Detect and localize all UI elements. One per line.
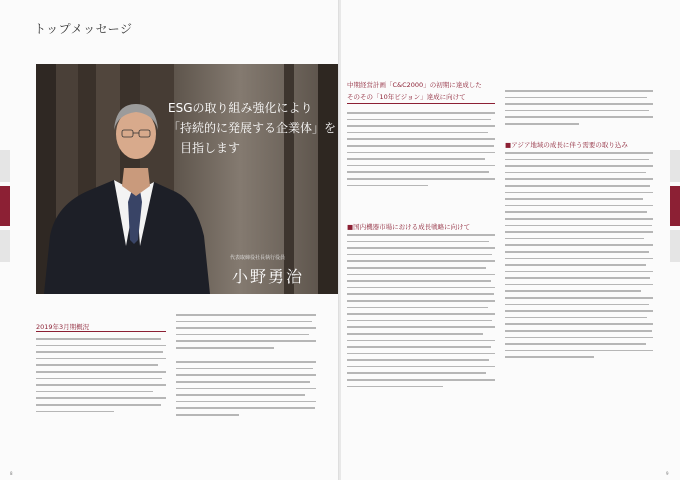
right-mid-heading: ■国内機器市場における成長戦略に向けて (347, 223, 471, 231)
text-line (176, 374, 316, 376)
text-line (347, 386, 443, 388)
text-line (347, 125, 495, 127)
text-line (505, 337, 653, 339)
right-heading-line-2: そのその「10年ビジョン」達成に向けて (347, 93, 466, 101)
text-line (505, 231, 653, 233)
text-line (176, 327, 316, 329)
text-line (347, 287, 495, 289)
left-column-heading: 2019年3月期概況 (36, 323, 90, 331)
text-line (347, 145, 494, 147)
photo-headline (168, 98, 337, 158)
text-line (176, 321, 312, 323)
text-line (347, 359, 489, 361)
text-line (347, 152, 495, 154)
right-heading-line-1: 中期経営計画「C&C2000」の初期に達成した (347, 81, 482, 89)
text-line (36, 364, 158, 366)
text-line (505, 251, 649, 253)
page-number-left: 8 (10, 471, 13, 476)
text-line (505, 123, 579, 125)
side-tab-right-active (670, 186, 680, 226)
text-line (505, 271, 653, 273)
text-line (505, 356, 594, 358)
text-line (347, 274, 495, 276)
text-line (505, 277, 650, 279)
text-line (347, 119, 491, 121)
text-line (347, 346, 491, 348)
text-line (505, 185, 650, 187)
right-body-column-1b (347, 234, 495, 392)
text-line (347, 307, 488, 309)
ceo-photo (36, 64, 339, 294)
text-line (347, 260, 495, 262)
text-line (347, 165, 495, 167)
headline-line-1: ESGの取り組み強化により (168, 101, 313, 115)
text-line (505, 192, 653, 194)
text-line (347, 112, 495, 114)
ceo-signature: 小野勇治 (232, 267, 305, 286)
text-line (505, 97, 647, 99)
text-line (176, 334, 309, 336)
text-line (36, 378, 162, 380)
text-line (347, 333, 483, 335)
text-line (176, 381, 310, 383)
text-line (347, 320, 492, 322)
text-line (347, 300, 495, 302)
text-line (505, 310, 653, 312)
heading-rule (36, 331, 166, 332)
text-line (176, 368, 313, 370)
right-body-column-1a (347, 112, 495, 191)
text-line (505, 116, 653, 118)
side-tab-left-active (0, 186, 10, 226)
text-line (347, 234, 495, 236)
text-line (347, 247, 495, 249)
text-line (176, 414, 239, 416)
ceo-title-caption: 代表取締役社長執行役員 (230, 255, 286, 261)
text-line (505, 172, 646, 174)
text-line (36, 351, 163, 353)
text-line (36, 345, 166, 347)
text-line (505, 110, 649, 112)
text-line (505, 225, 652, 227)
text-line (505, 159, 649, 161)
text-line (347, 178, 495, 180)
text-line (505, 304, 649, 306)
text-line (347, 379, 495, 381)
text-line (505, 165, 653, 167)
text-line (505, 211, 647, 213)
page-number-right: 9 (666, 471, 669, 476)
side-tab-left-2 (0, 230, 10, 262)
side-tab-right-1 (670, 150, 680, 182)
text-line (36, 411, 114, 413)
text-line (347, 254, 492, 256)
right-body-column-2a (505, 90, 653, 130)
text-line (36, 384, 166, 386)
text-line (347, 185, 428, 187)
text-line (176, 394, 305, 396)
side-tab-left-1 (0, 150, 10, 182)
text-line (36, 391, 153, 393)
text-line (505, 330, 652, 332)
right-column-heading: ■アジア地域の成長に伴う需要の取り込み (505, 141, 628, 149)
text-line (505, 178, 653, 180)
right-page (341, 0, 680, 480)
text-line (505, 317, 647, 319)
text-line (347, 280, 491, 282)
body-text-column-2 (176, 314, 316, 421)
text-line (347, 241, 489, 243)
text-line (505, 198, 643, 200)
body-text-column-1 (36, 338, 166, 417)
text-line (505, 297, 653, 299)
text-line (176, 361, 316, 363)
text-line (36, 404, 161, 406)
text-line (176, 401, 316, 403)
text-line (505, 343, 646, 345)
text-line (176, 407, 315, 409)
text-line (505, 103, 653, 105)
right-heading-rule (347, 103, 495, 104)
text-line (176, 340, 316, 342)
text-line (347, 366, 495, 368)
text-line (36, 338, 161, 340)
text-line (347, 138, 495, 140)
text-line (176, 314, 316, 316)
text-line (505, 350, 653, 352)
headline-line-3: 目指します (180, 141, 241, 155)
text-line (176, 347, 274, 349)
text-line (347, 158, 485, 160)
text-line (347, 171, 489, 173)
section-title: トップメッセージ (34, 22, 133, 36)
left-page (0, 0, 339, 480)
text-line (36, 358, 166, 360)
text-line (505, 284, 653, 286)
text-line (505, 218, 653, 220)
text-line (347, 372, 486, 374)
text-line (347, 313, 495, 315)
headline-line-2: 「持続的に発展する企業体」を (168, 121, 337, 135)
text-line (505, 152, 653, 154)
text-line (505, 238, 644, 240)
side-tab-right-2 (670, 230, 680, 262)
text-line (505, 264, 646, 266)
text-line (347, 340, 495, 342)
text-line (505, 290, 641, 292)
text-line (36, 397, 166, 399)
text-line (347, 293, 494, 295)
text-line (347, 267, 486, 269)
text-line (505, 323, 653, 325)
text-line (347, 132, 488, 134)
right-body-column-2b (505, 152, 653, 363)
text-line (347, 326, 495, 328)
text-line (505, 258, 653, 260)
text-line (505, 90, 653, 92)
text-line (36, 371, 166, 373)
text-line (347, 353, 495, 355)
text-line (176, 388, 316, 390)
text-line (505, 244, 653, 246)
text-line (505, 205, 653, 207)
